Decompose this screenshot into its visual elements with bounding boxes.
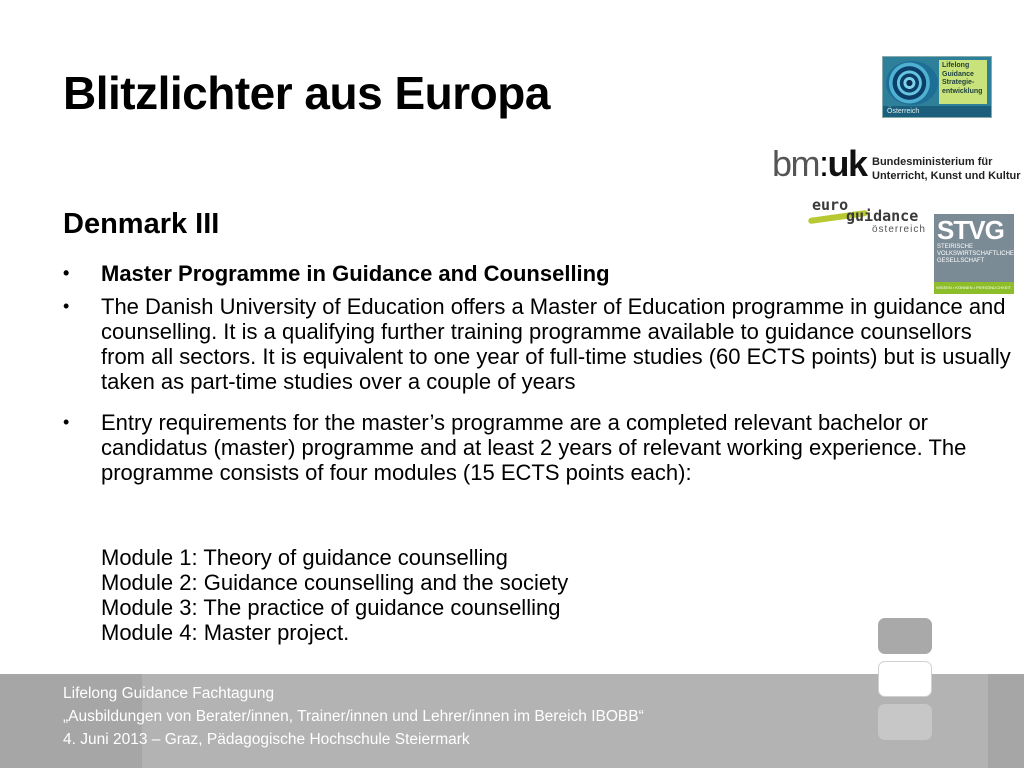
footer-line2: „Ausbildungen von Berater/innen, Trainer/innen und Lehrer/innen im Bereich IBOBB“: [63, 708, 644, 725]
bullet-item: [63, 410, 1013, 485]
bullet-dot-icon: •: [63, 263, 70, 283]
bullet-item: [63, 261, 1013, 286]
slide-title: Blitzlichter aus Europa: [63, 67, 550, 119]
lifelong-guidance-logo: [882, 56, 992, 118]
logo-line: Guidance: [942, 70, 974, 78]
footer-line1: Lifelong Guidance Fachtagung: [63, 685, 275, 702]
euroguidance-country: österreich: [872, 224, 926, 235]
bmuk-logo-text: [872, 155, 1022, 183]
swirl-graphic-icon: [886, 61, 938, 105]
stvg-band: WISSEN • KÖNNEN • PERSÖNLICHKEIT: [934, 282, 1014, 294]
module-list: [101, 545, 568, 645]
bullet-item: [63, 294, 1013, 394]
module-item: Module 1: Theory of guidance counselling: [101, 545, 508, 570]
stvg-line3: GESELLSCHAFT: [937, 258, 985, 264]
bmuk-bm: bm: [772, 143, 820, 184]
euroguidance-euro: euro: [812, 196, 849, 214]
footer-line3: 4. Juni 2013 – Graz, Pädagogische Hochschule Steiermark: [63, 731, 470, 748]
nav-button-middle[interactable]: [878, 661, 932, 697]
bullet-list: [63, 261, 1013, 485]
module-item: Module 3: The practice of guidance counselling: [101, 595, 561, 620]
bullet-text: Master Programme in Guidance and Counselling: [101, 261, 610, 286]
logo-line: Lifelong: [942, 62, 970, 69]
bullet-text: Entry requirements for the master’s programme are a completed relevant bachelor or candidatus (master) programme and at least 2 years of relevant working experience. The programme consists of four modules (15 ECTS points each):: [101, 410, 967, 485]
bmuk-logo-mark: [772, 144, 867, 184]
euroguidance-guidance: guidance: [846, 207, 919, 225]
bullet-dot-icon: •: [63, 296, 70, 316]
bullet-text: The Danish University of Education offers a Master of Education programme in guidance and counselling. It is a qualifying further training programme available to guidance counsellors from all sectors. It is equivalent to one year of full-time studies (60 ECTS points) but is usually taken as part-time studies over a couple of years: [101, 294, 1011, 394]
lifelong-guidance-logo-footer: Österreich: [883, 106, 991, 117]
bmuk-line1: Bundesministerium für: [872, 156, 993, 168]
module-item: Module 4: Master project.: [101, 620, 350, 645]
stvg-name: STVG: [937, 215, 1004, 245]
euroguidance-logo: [808, 196, 926, 238]
bmuk-colon: :: [819, 143, 828, 184]
footer-text: [63, 682, 644, 751]
bmuk-line2: Unterricht, Kunst und Kultur: [872, 170, 1021, 182]
slide-subtitle: Denmark III: [63, 208, 220, 240]
stvg-line2: VOLKSWIRTSCHAFTLICHE: [937, 251, 1014, 257]
logo-line: Strategie-: [942, 79, 975, 86]
logo-line: entwicklung: [942, 87, 983, 95]
module-item: Module 2: Guidance counselling and the society: [101, 570, 569, 595]
stvg-line1: STEIRISCHE: [937, 244, 974, 250]
nav-button-top[interactable]: [878, 618, 932, 654]
lifelong-guidance-logo-text: [939, 60, 987, 104]
bullet-dot-icon: •: [63, 412, 70, 432]
nav-button-bottom[interactable]: [878, 704, 932, 740]
bmuk-uk: uk: [827, 143, 867, 184]
